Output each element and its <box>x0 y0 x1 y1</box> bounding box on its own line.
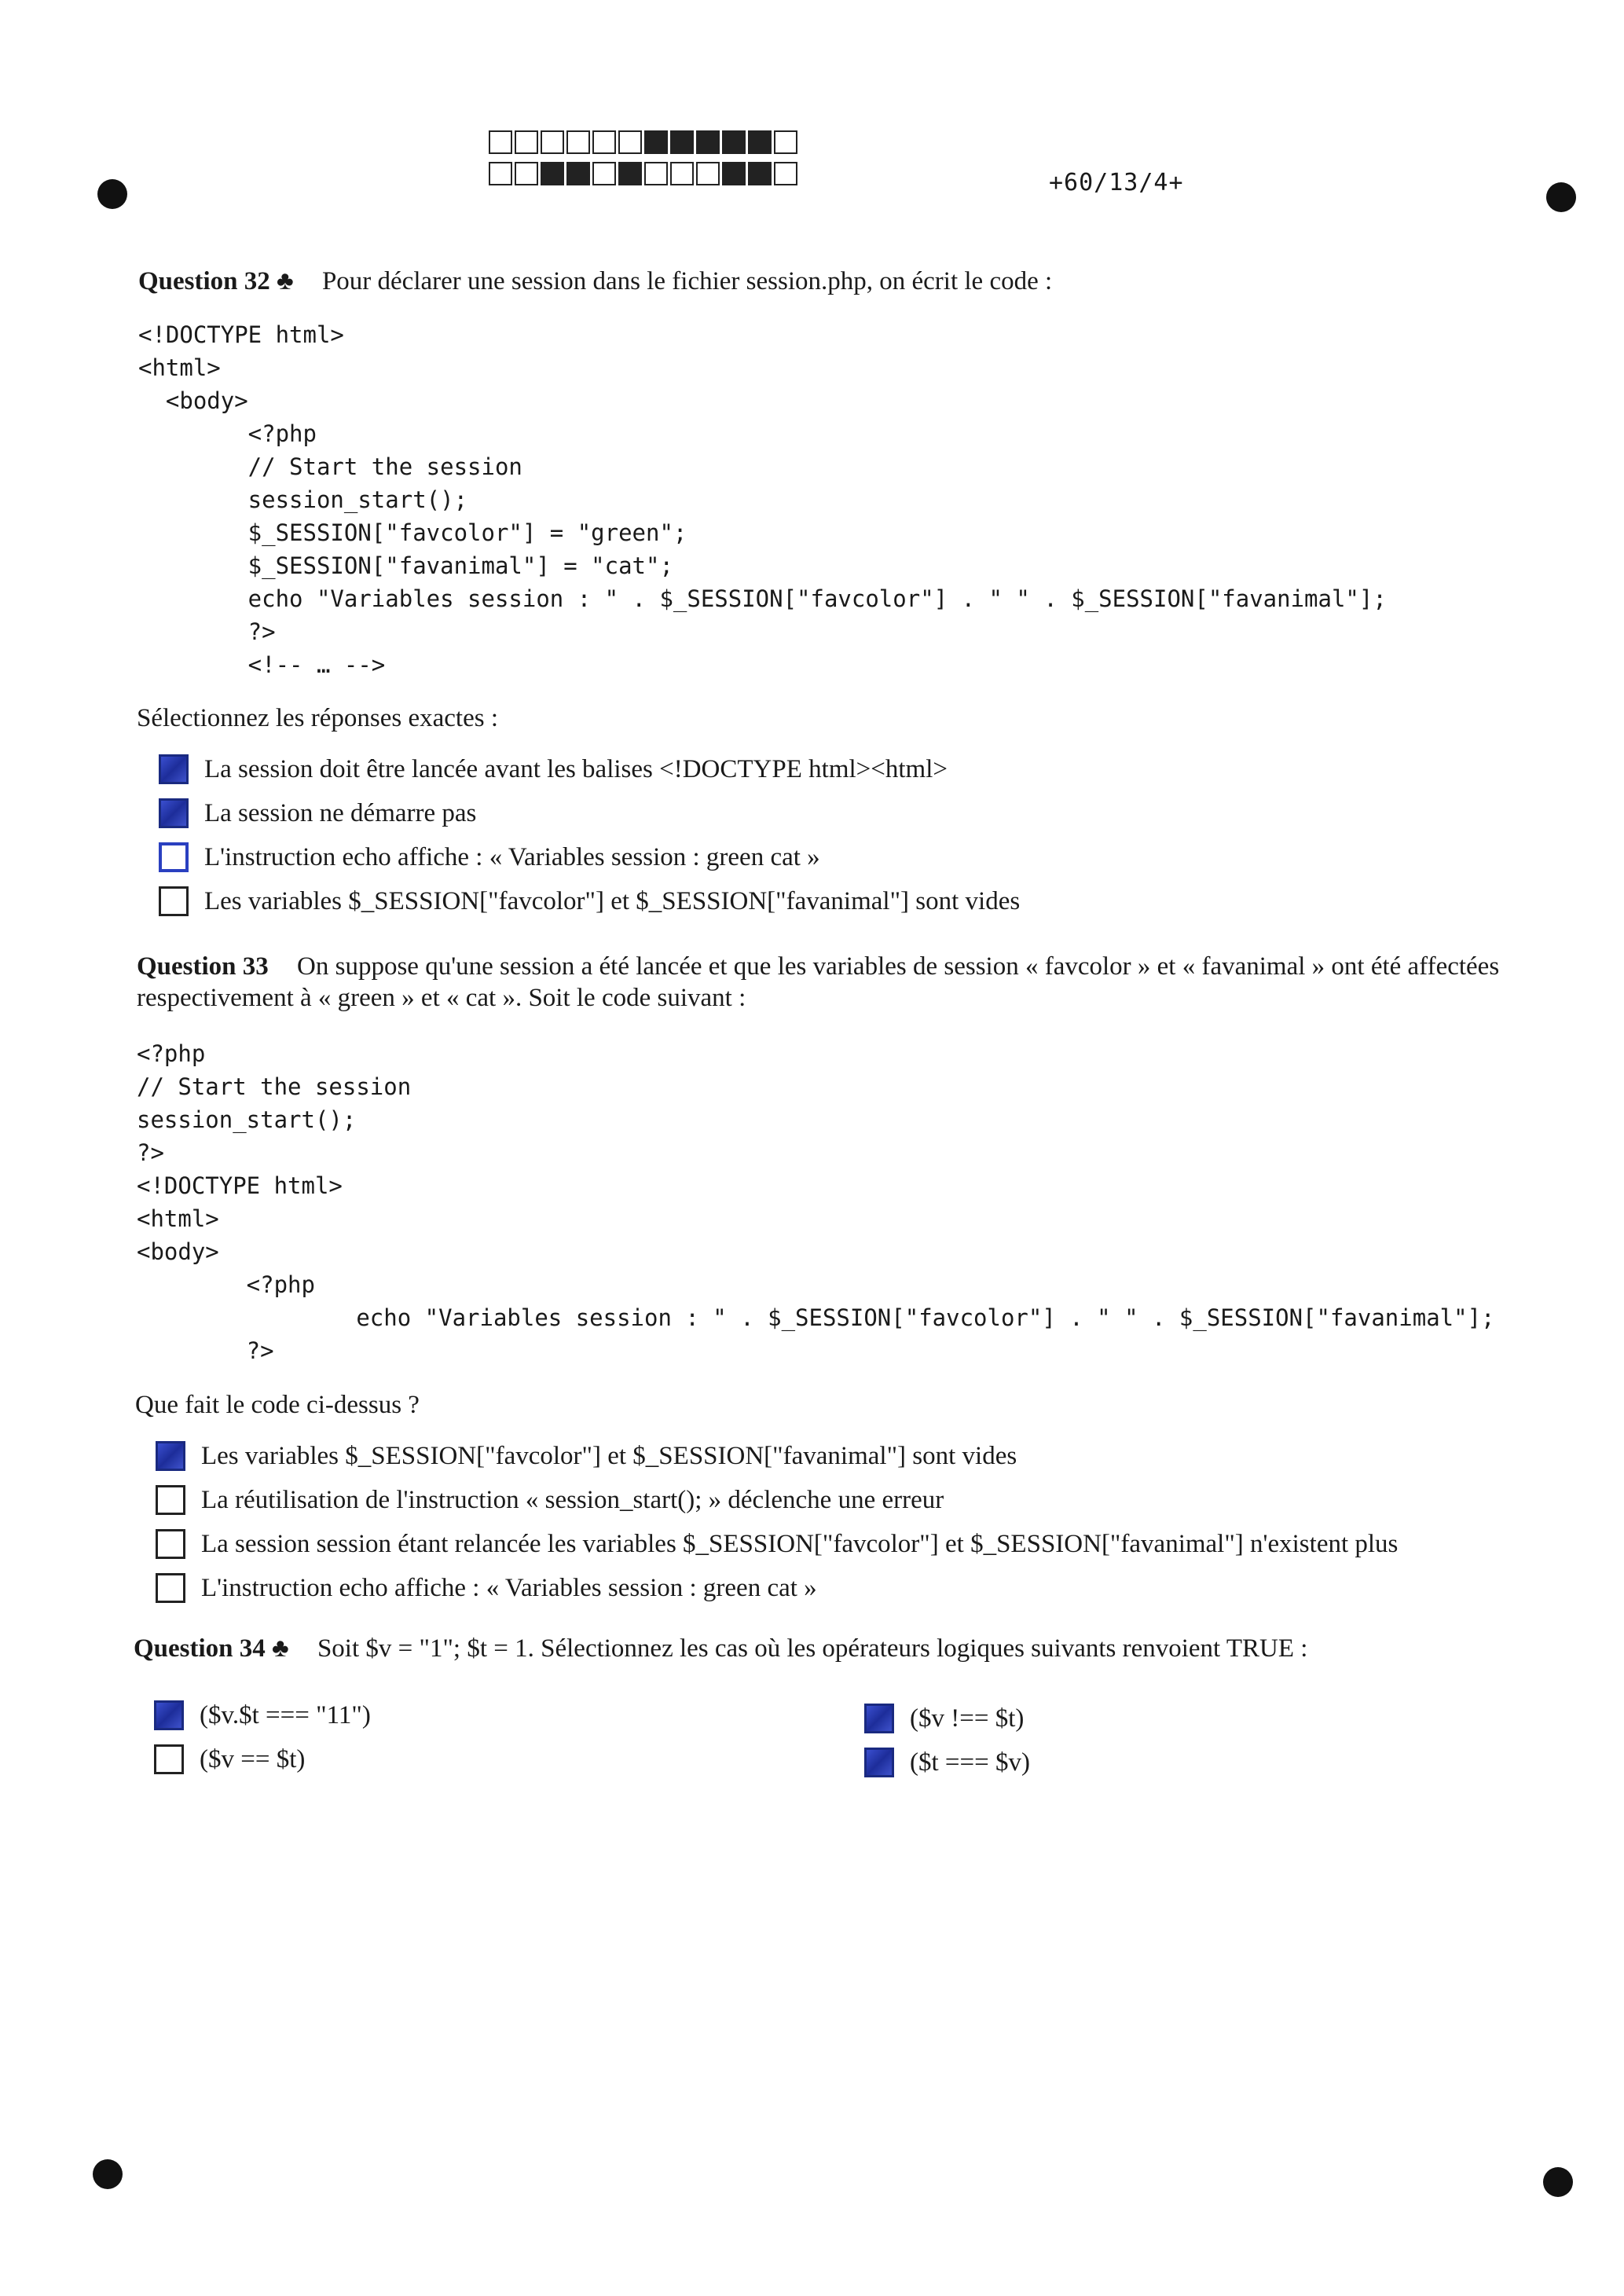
checkbox[interactable] <box>864 1748 894 1777</box>
answer-label: L'instruction echo affiche : « Variables session : green cat » <box>204 842 820 871</box>
answer-34-4[interactable] <box>864 1748 1030 1777</box>
answer-label: ($v !== $t) <box>910 1704 1025 1733</box>
code-block-32: <!DOCTYPE html> <html> <body> <?php // Start the session session_start(); $_SESSION["favcolor"] = "green"; $_SESSION["favanimal"] = "cat"; echo "Variables session : " . $_SESSION["favcolor"] . " " . $_SESSION["favanimal"]; ?> <!-- … --> <box>138 321 1387 678</box>
answer-label: ($v == $t) <box>200 1744 306 1773</box>
answer-label: Les variables $_SESSION["favcolor"] et $_SESSION["favanimal"] sont vides <box>201 1441 1017 1470</box>
answer-label: La session doit être lancée avant les balises <!DOCTYPE html><html> <box>204 754 948 783</box>
checkbox[interactable] <box>159 842 189 872</box>
checkbox[interactable] <box>159 886 189 916</box>
club-icon: ♣ <box>277 267 294 295</box>
checkbox[interactable] <box>156 1485 185 1515</box>
question-text: On suppose qu'une session a été lancée et que les variables de session « favcolor » et « favanimal » ont été affectées respectivement à « green » et « cat ». Soit le code suivant : <box>137 952 1500 1012</box>
code-block-33: <?php // Start the session session_start(); ?> <!DOCTYPE html> <html> <body> <?php echo "Variables session : " . $_SESSION["favcolor"] . " " . $_SESSION["favanimal"]; ?> <box>137 1040 1495 1364</box>
checkbox[interactable] <box>156 1441 185 1471</box>
question-34-header <box>134 1634 1307 1663</box>
answer-label: ($v.$t === "11") <box>200 1700 371 1729</box>
checkbox[interactable] <box>159 754 189 784</box>
corner-mark-bottom-left <box>93 2159 123 2189</box>
answer-label: La session session étant relancée les variables $_SESSION["favcolor"] et $_SESSION["favanimal"] n'existent plus <box>201 1529 1399 1558</box>
question-label: Question 34 <box>134 1634 266 1663</box>
corner-mark-bottom-right <box>1543 2167 1573 2197</box>
answer-34-3[interactable] <box>864 1704 1024 1733</box>
checkbox[interactable] <box>156 1529 185 1559</box>
id-box-row-1 <box>489 130 800 154</box>
answer-32-4[interactable] <box>159 886 1020 916</box>
corner-mark-top-left <box>97 179 127 209</box>
answer-label: La session ne démarre pas <box>204 798 477 827</box>
answer-32-3[interactable] <box>159 842 820 872</box>
answer-33-3[interactable] <box>156 1529 1398 1559</box>
checkbox[interactable] <box>159 798 189 828</box>
answer-label: Les variables $_SESSION["favcolor"] et $_SESSION["favanimal"] sont vides <box>204 886 1021 915</box>
question-33-header <box>137 951 1551 1014</box>
answer-33-1[interactable] <box>156 1441 1017 1471</box>
answer-label: L'instruction echo affiche : « Variables session : green cat » <box>201 1573 817 1602</box>
page-code: +60/13/4+ <box>1049 169 1184 196</box>
answer-34-1[interactable] <box>154 1700 371 1730</box>
answer-32-1[interactable] <box>159 754 948 784</box>
id-box-row-2 <box>489 162 800 185</box>
question-33-prompt: Que fait le code ci-dessus ? <box>135 1391 420 1419</box>
club-icon: ♣ <box>272 1634 289 1663</box>
answer-34-2[interactable] <box>154 1744 305 1774</box>
answer-32-2[interactable] <box>159 798 476 828</box>
answer-label: ($t === $v) <box>910 1748 1030 1777</box>
answer-33-4[interactable] <box>156 1573 817 1603</box>
checkbox[interactable] <box>154 1700 184 1730</box>
question-label: Question 33 <box>137 952 269 981</box>
question-32-header <box>138 267 1052 296</box>
answer-33-2[interactable] <box>156 1485 944 1515</box>
question-text: Soit $v = "1"; $t = 1. Sélectionnez les cas où les opérateurs logiques suivants renvoient TRUE : <box>317 1634 1308 1663</box>
checkbox[interactable] <box>156 1573 185 1603</box>
question-32-prompt: Sélectionnez les réponses exactes : <box>137 704 498 732</box>
corner-mark-top-right <box>1546 182 1576 212</box>
answer-label: La réutilisation de l'instruction « session_start(); » déclenche une erreur <box>201 1485 944 1514</box>
question-text: Pour déclarer une session dans le fichier session.php, on écrit le code : <box>321 267 1053 295</box>
checkbox[interactable] <box>154 1744 184 1774</box>
question-label: Question 32 <box>138 267 270 295</box>
checkbox[interactable] <box>864 1704 894 1733</box>
